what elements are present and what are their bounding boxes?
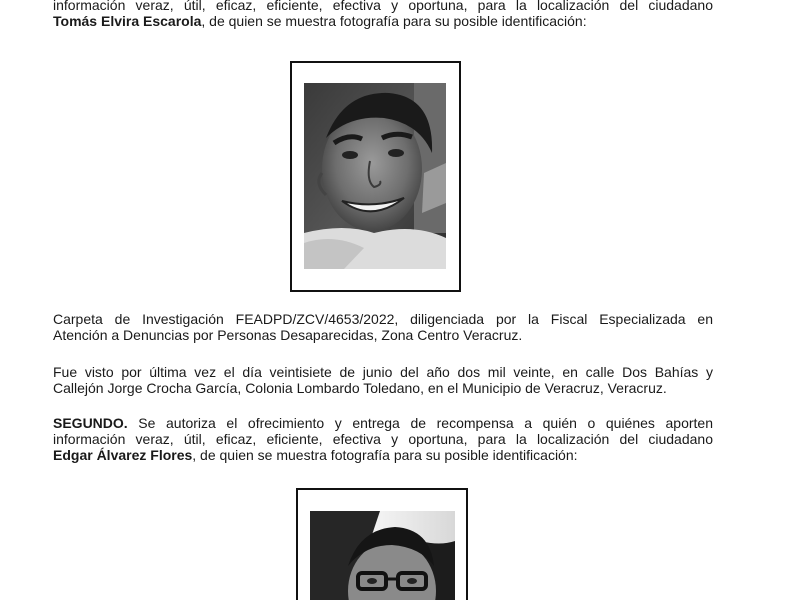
intro-line-2 <box>53 13 713 29</box>
segundo-label: SEGUNDO. <box>53 415 128 431</box>
segundo-line-3-rest: , de quien se muestra fotografía para su posible identificación: <box>192 447 578 463</box>
person-name-1: Tomás Elvira Escarola <box>53 13 202 29</box>
segundo-line-2: información veraz, útil, eficaz, eficiente, efectiva y oportuna, para la localización del ciudadano <box>53 431 713 447</box>
segundo-line-1 <box>53 415 713 431</box>
carpeta-line-1: Carpeta de Investigación FEADPD/ZCV/4653/2022, diligenciada por la Fiscal Especializada en <box>53 311 713 327</box>
segundo-line-3 <box>53 447 713 463</box>
intro-paragraph <box>53 0 713 29</box>
segundo-line-1-rest: Se autoriza el ofrecimiento y entrega de recompensa a quién o quiénes aporten <box>127 415 713 431</box>
intro-line-2-rest: , de quien se muestra fotografía para su posible identificación: <box>201 13 587 29</box>
visto-line-2: Callejón Jorge Crocha García, Colonia Lombardo Toledano, en el Municipio de Veracruz, Veracruz. <box>53 380 667 396</box>
carpeta-paragraph <box>53 311 713 343</box>
intro-line-1: información veraz, útil, eficaz, eficiente, efectiva y oportuna, para la localización del ciudadano <box>53 0 713 13</box>
segundo-paragraph <box>53 415 713 463</box>
person-name-2: Edgar Álvarez Flores <box>53 447 193 463</box>
carpeta-line-2: Atención a Denuncias por Personas Desaparecidas, Zona Centro Veracruz. <box>53 327 523 343</box>
person-photo-2 <box>310 511 455 600</box>
person-photo-1 <box>304 83 446 269</box>
visto-line-1: Fue visto por última vez el día veintisiete de junio del año dos mil veinte, en calle Dos Bahías y <box>53 364 713 380</box>
visto-paragraph <box>53 364 713 396</box>
person-photo-2-image <box>310 511 455 600</box>
person-photo-1-image <box>304 83 446 269</box>
